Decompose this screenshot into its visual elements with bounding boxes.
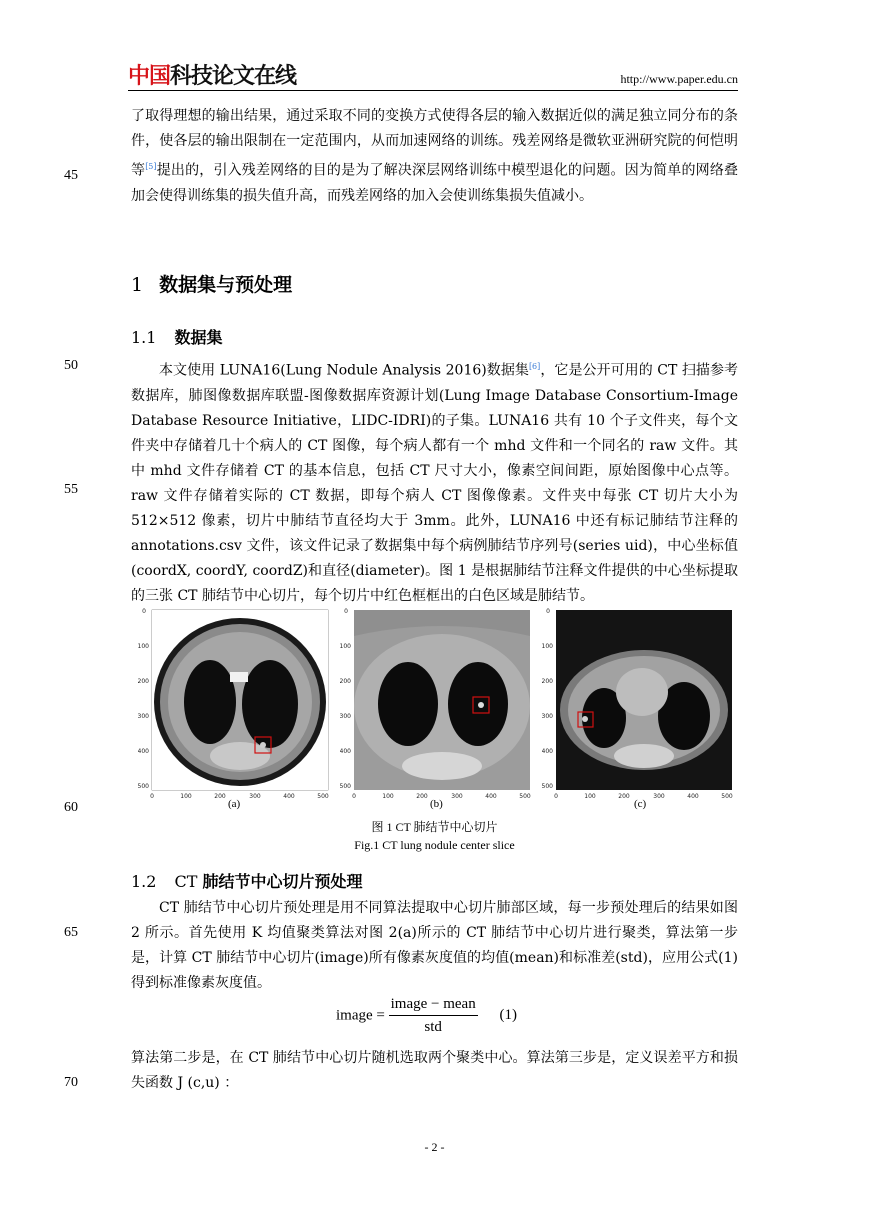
tick-y-300: 300 [340, 713, 351, 720]
line-number-45: 45 [64, 168, 78, 183]
subsection-number: 1.2 [131, 872, 157, 891]
logo-red-text: 中国 [128, 64, 171, 89]
tick-x-200: 200 [416, 793, 428, 800]
header-rule [128, 90, 738, 91]
tick-y-300: 300 [542, 713, 553, 720]
equation-denominator: std [424, 1019, 442, 1035]
section-title: 数据集与预处理 [159, 274, 293, 296]
tick-x-500: 500 [519, 793, 531, 800]
section-heading-1-2 [131, 869, 362, 892]
subsection-title: 数据集 [174, 328, 223, 347]
tick-x-0: 0 [352, 793, 356, 800]
tick-x-0: 0 [150, 793, 154, 800]
tick-y-0: 0 [344, 608, 348, 615]
figure-1-panel-c [542, 606, 737, 810]
preprocess-text: CT 肺结节中心切片预处理是用不同算法提取中心切片肺部区域，每一步预处理后的结果如图 2 所示。首先使用 K 均值聚类算法对图 2(a)所示的 CT 肺结节中心切片进行聚类，算法第一步是，计算 CT 肺结节中心切片(image)所有像素灰度值的均值(mean)和标准差(std)，应用公式(1)得到标准像素灰度值。 [131, 900, 738, 991]
figure-1-panel-b [340, 606, 535, 810]
tick-x-200: 200 [214, 793, 226, 800]
dataset-paragraph [131, 354, 738, 609]
subsection-number: 1.1 [131, 328, 157, 347]
equation-1 [336, 996, 517, 1036]
tick-y-100: 100 [542, 643, 553, 650]
tick-y-0: 0 [142, 608, 146, 615]
citation-5[interactable]: [5] [145, 162, 157, 171]
dataset-text-end: ，它是公开可用的 CT 扫描参考数据库，肺图像数据库联盟-图像数据库资源计划(Lung Image Database Consortium-Image Database Resource Initiative，LIDC-IDRI)的子集。LUNA16 共有 10 个子文件夹，每个文件夹中存储着几十个病人的 CT 图像，每个病人都有一个 mhd 文件和一个同名的 raw 文件。其中 mhd 文件存储着 CT 的基本信息，包括 CT 尺寸大小，像素空间间距，原始图像中心点等。raw 文件存储着实际的 CT 数据，即每个病人 CT 图像像素。文件夹中每张 CT 切片大小为 512×512 像素，切片中肺结节直径均大于 3mm。此外，LUNA16 中还有标记肺结节注释的 annotations.csv 文件，该文件记录了数据集中每个病例肺结节序列号(series uid)，中心坐标值(coordX, coordY, coordZ)和直径(diameter)。图 1 是根据肺结节注释文件提供的中心坐标提取的三张 CT 肺结节中心切片，每个切片中红色框框出的白色区域是肺结节。 [131, 362, 738, 604]
intro-text-end: 提出的，引入残差网络的目的是为了解决深层网络训练中模型退化的问题。因为简单的网络叠加会使得训练集的损失值升高，而残差网络的加入会使训练集损失值减小。 [131, 162, 739, 204]
page-number: - 2 - [424, 1140, 445, 1154]
tick-y-500: 500 [542, 783, 553, 790]
figure-1-caption-en: Fig.1 CT lung nodule center slice [354, 838, 515, 852]
figure-1-label-b: (b) [430, 798, 443, 810]
subsection-title-prefix: CT [174, 872, 203, 891]
section-heading-1 [131, 270, 292, 297]
figure-1-label-a: (a) [228, 798, 241, 810]
intro-paragraph [131, 104, 738, 209]
figure-1-label-c: (c) [634, 798, 647, 810]
tick-y-0: 0 [546, 608, 550, 615]
tick-y-400: 400 [542, 748, 553, 755]
tick-x-400: 400 [283, 793, 295, 800]
equation-numerator: image − mean [389, 996, 478, 1016]
tick-y-100: 100 [340, 643, 351, 650]
tick-x-500: 500 [317, 793, 329, 800]
tick-y-500: 500 [340, 783, 351, 790]
preprocess-paragraph [131, 896, 738, 996]
line-number-65: 65 [64, 925, 78, 940]
tick-y-400: 400 [138, 748, 149, 755]
tick-x-300: 300 [451, 793, 463, 800]
equation-fraction [389, 996, 478, 1036]
equation-label: (1) [499, 1007, 517, 1024]
tick-x-100: 100 [584, 793, 596, 800]
tick-x-200: 200 [618, 793, 630, 800]
line-number-60: 60 [64, 800, 78, 815]
tick-y-500: 500 [138, 783, 149, 790]
intro-text: 了取得理想的输出结果，通过采取不同的变换方式使得各层的输入数据近似的满足独立同分布的条件，使各层的输出限制在一定范围内，从而加速网络的训练。残差网络是微软亚洲研究院的何恺明等 [131, 108, 738, 179]
after-equation-paragraph [131, 1046, 738, 1096]
after-equation-text: 算法第二步是，在 CT 肺结节中心切片随机选取两个聚类中心。算法第三步是，定义误差平方和损失函数 J (c,u) ： [131, 1050, 738, 1091]
line-number-70: 70 [64, 1075, 78, 1090]
tick-x-300: 300 [653, 793, 665, 800]
tick-y-200: 200 [340, 678, 351, 685]
tick-x-500: 500 [721, 793, 733, 800]
logo-dark-text: 科技论文在线 [170, 64, 297, 89]
tick-x-300: 300 [249, 793, 261, 800]
tick-x-400: 400 [485, 793, 497, 800]
subsection-title: 肺结节中心切片预处理 [202, 872, 363, 891]
header-url[interactable]: http://www.paper.edu.cn [620, 72, 738, 86]
journal-logo [128, 64, 296, 90]
tick-x-100: 100 [382, 793, 394, 800]
line-number-50: 50 [64, 358, 78, 373]
tick-y-100: 100 [138, 643, 149, 650]
dataset-text: 本文使用 LUNA16(Lung Nodule Analysis 2016)数据集 [159, 362, 529, 379]
tick-x-100: 100 [180, 793, 192, 800]
equation-lhs: image = [336, 1007, 385, 1024]
section-heading-1-1 [131, 325, 222, 348]
tick-y-400: 400 [340, 748, 351, 755]
line-number-55: 55 [64, 482, 78, 497]
figure-1-panel-a [138, 606, 333, 810]
figure-1-caption-cn: 图 1 CT 肺结节中心切片 [371, 820, 498, 834]
tick-x-0: 0 [554, 793, 558, 800]
tick-y-200: 200 [542, 678, 553, 685]
tick-y-300: 300 [138, 713, 149, 720]
tick-x-400: 400 [687, 793, 699, 800]
tick-y-200: 200 [138, 678, 149, 685]
section-number: 1 [131, 274, 144, 296]
citation-6[interactable]: [6] [528, 362, 541, 371]
